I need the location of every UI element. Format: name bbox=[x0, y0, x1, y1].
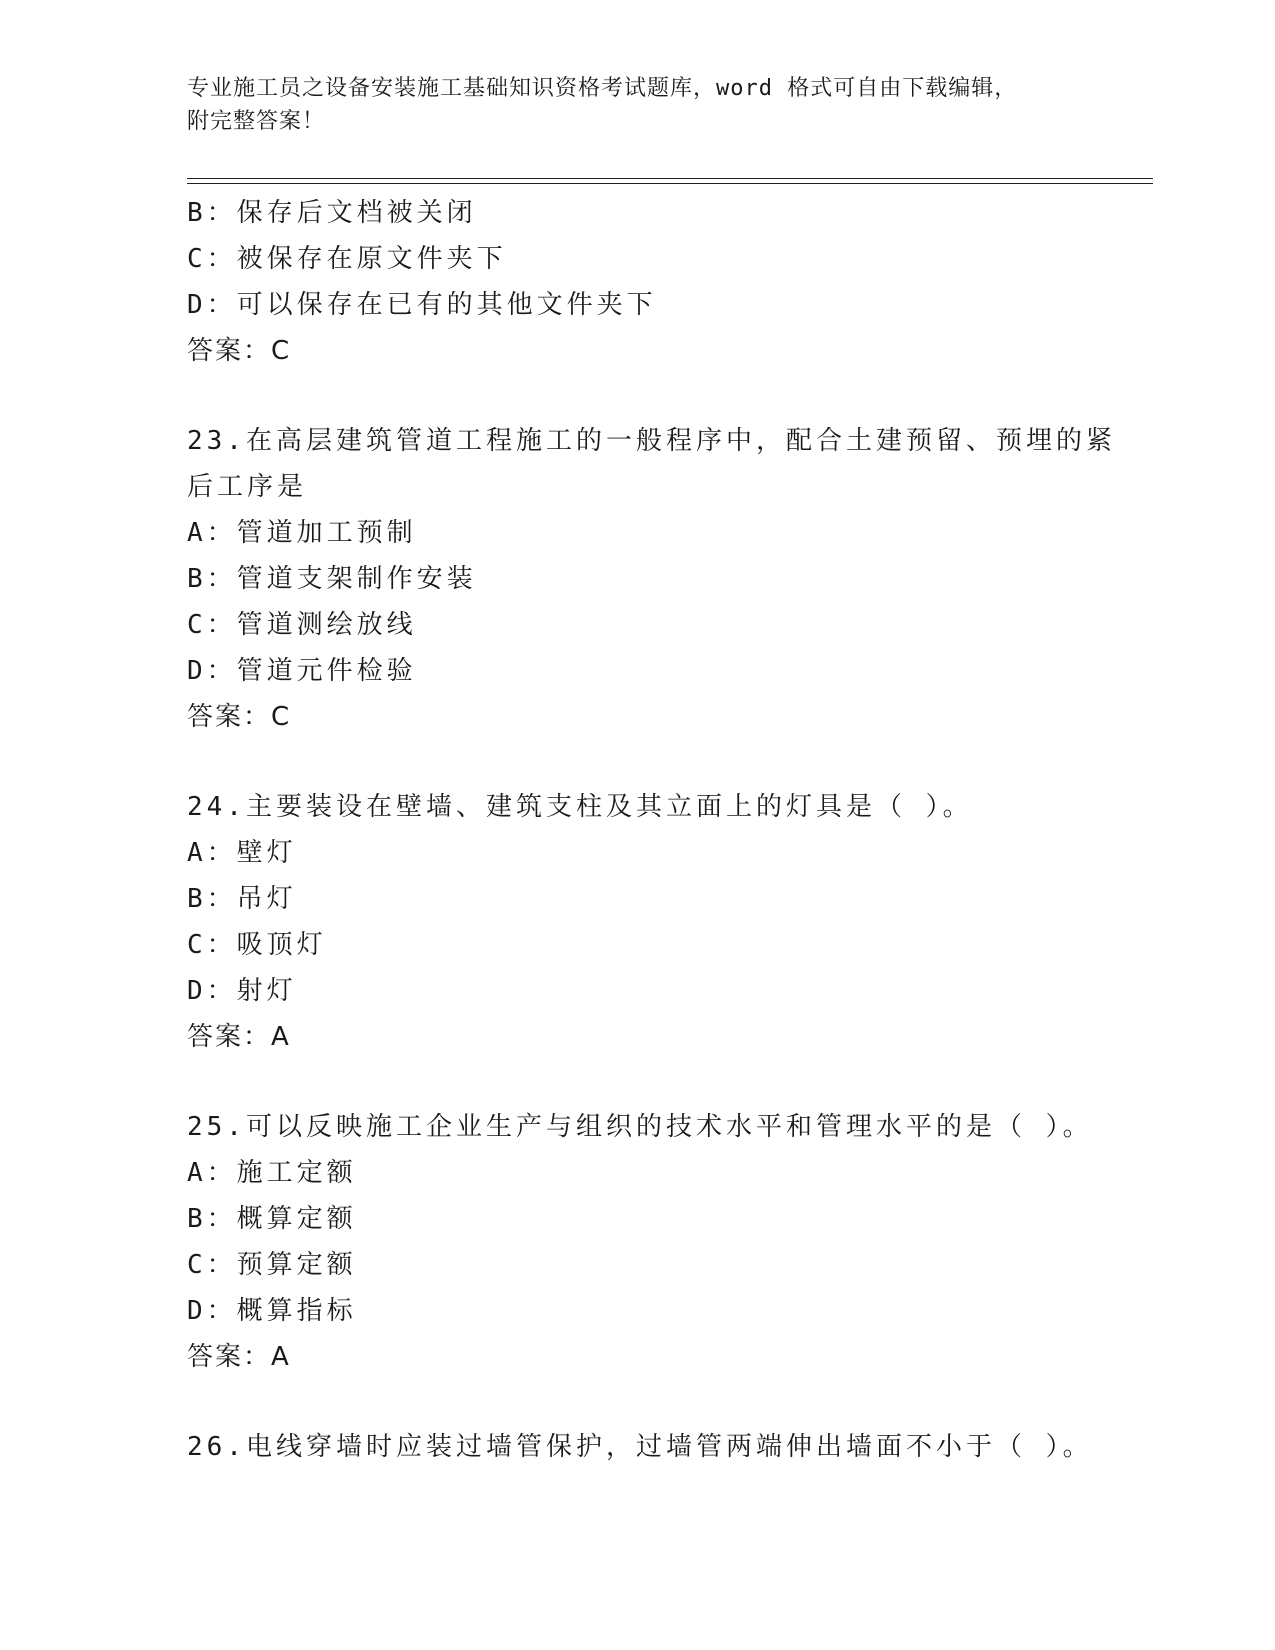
option-c: C：被保存在原文件夹下 bbox=[187, 244, 507, 274]
question-stem: 26.电线穿墙时应装过墙管保护，过墙管两端伸出墙面不小于（ ）。 bbox=[187, 1432, 1093, 1462]
answer: 答案：C bbox=[187, 702, 292, 732]
question-stem-cont: 后工序是 bbox=[187, 472, 308, 502]
question-24 bbox=[187, 784, 1087, 1060]
answer: 答案：C bbox=[187, 336, 292, 366]
option-c: C：管道测绘放线 bbox=[187, 610, 417, 640]
question-list bbox=[187, 190, 1116, 1470]
option-c: C：吸顶灯 bbox=[187, 930, 327, 960]
option-d: D：可以保存在已有的其他文件夹下 bbox=[187, 290, 657, 320]
option-d: D：射灯 bbox=[187, 976, 297, 1006]
question-stem: 23.在高层建筑管道工程施工的一般程序中，配合土建预留、预埋的紧 bbox=[187, 426, 1116, 456]
question-23 bbox=[187, 418, 1116, 740]
document-header bbox=[187, 72, 1087, 138]
question-stem: 25.可以反映施工企业生产与组织的技术水平和管理水平的是（ ）。 bbox=[187, 1112, 1093, 1142]
option-c: C：预算定额 bbox=[187, 1250, 357, 1280]
option-a: A：壁灯 bbox=[187, 838, 297, 868]
question-26 bbox=[187, 1424, 1093, 1470]
question-22 bbox=[187, 190, 1087, 374]
option-a: A：管道加工预制 bbox=[187, 518, 417, 548]
header-divider bbox=[187, 178, 1153, 184]
option-b: B：概算定额 bbox=[187, 1204, 357, 1234]
option-d: D：管道元件检验 bbox=[187, 656, 417, 686]
question-stem: 24.主要装设在壁墙、建筑支柱及其立面上的灯具是（ ）。 bbox=[187, 792, 973, 822]
option-d: D：概算指标 bbox=[187, 1296, 357, 1326]
header-line-2: 附完整答案！ bbox=[187, 109, 326, 134]
option-b: B：管道支架制作安装 bbox=[187, 564, 477, 594]
question-25 bbox=[187, 1104, 1093, 1380]
answer: 答案：A bbox=[187, 1022, 291, 1052]
header-line-1: 专业施工员之设备安装施工基础知识资格考试题库，word 格式可自由下载编辑， bbox=[187, 76, 1018, 101]
option-b: B：吊灯 bbox=[187, 884, 297, 914]
option-a: A：施工定额 bbox=[187, 1158, 357, 1188]
answer: 答案：A bbox=[187, 1342, 291, 1372]
option-b: B：保存后文档被关闭 bbox=[187, 198, 477, 228]
